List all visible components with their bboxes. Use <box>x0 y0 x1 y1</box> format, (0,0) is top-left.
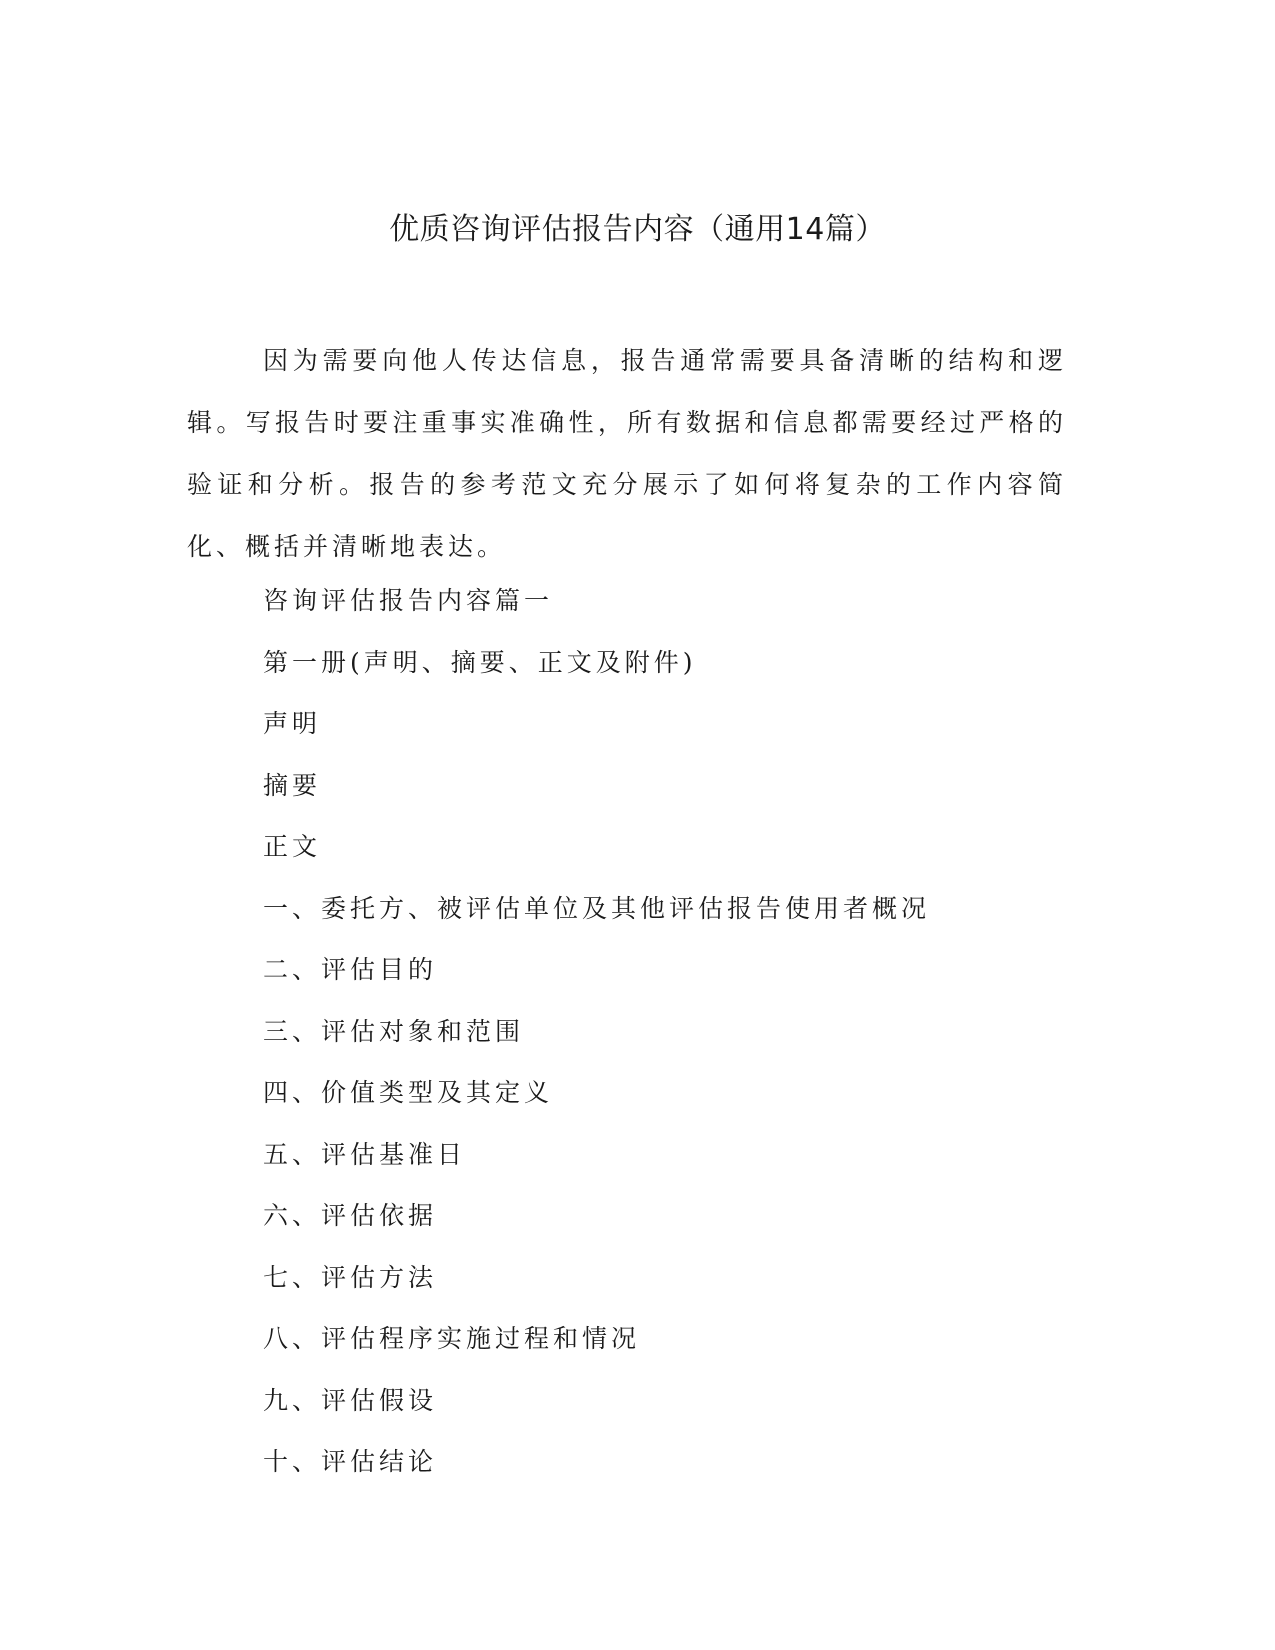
intro-paragraph-block <box>187 330 1067 578</box>
intro-paragraph: 因为需要向他人传达信息，报告通常需要具备清晰的结构和逻辑。写报告时要注重事实准确性，所有数据和信息都需要经过严格的验证和分析。报告的参考范文充分展示了如何将复杂的工作内容简化、概括并清晰地表达。 <box>187 346 1067 561</box>
outline-item: 摘要 <box>263 770 322 800</box>
outline-item: 四、价值类型及其定义 <box>263 1078 554 1107</box>
outline-item: 五、评估基准日 <box>263 1139 467 1169</box>
outline-item: 八、评估程序实施过程和情况 <box>263 1324 641 1353</box>
outline-item: 九、评估假设 <box>263 1385 438 1415</box>
outline-item: 第一册(声明、摘要、正文及附件) <box>263 647 697 677</box>
outline-list <box>263 570 930 1493</box>
outline-item: 声明 <box>263 709 322 738</box>
outline-item: 正文 <box>263 832 322 861</box>
outline-item: 咨询评估报告内容篇一 <box>263 586 554 615</box>
outline-item: 二、评估目的 <box>263 955 438 984</box>
outline-item: 一、委托方、被评估单位及其他评估报告使用者概况 <box>263 893 931 923</box>
outline-item: 六、评估依据 <box>263 1201 438 1230</box>
outline-item: 十、评估结论 <box>263 1447 438 1476</box>
document-title: 优质咨询评估报告内容（通用14篇） <box>389 212 886 247</box>
outline-item: 三、评估对象和范围 <box>263 1016 525 1046</box>
outline-item: 七、评估方法 <box>263 1262 438 1292</box>
